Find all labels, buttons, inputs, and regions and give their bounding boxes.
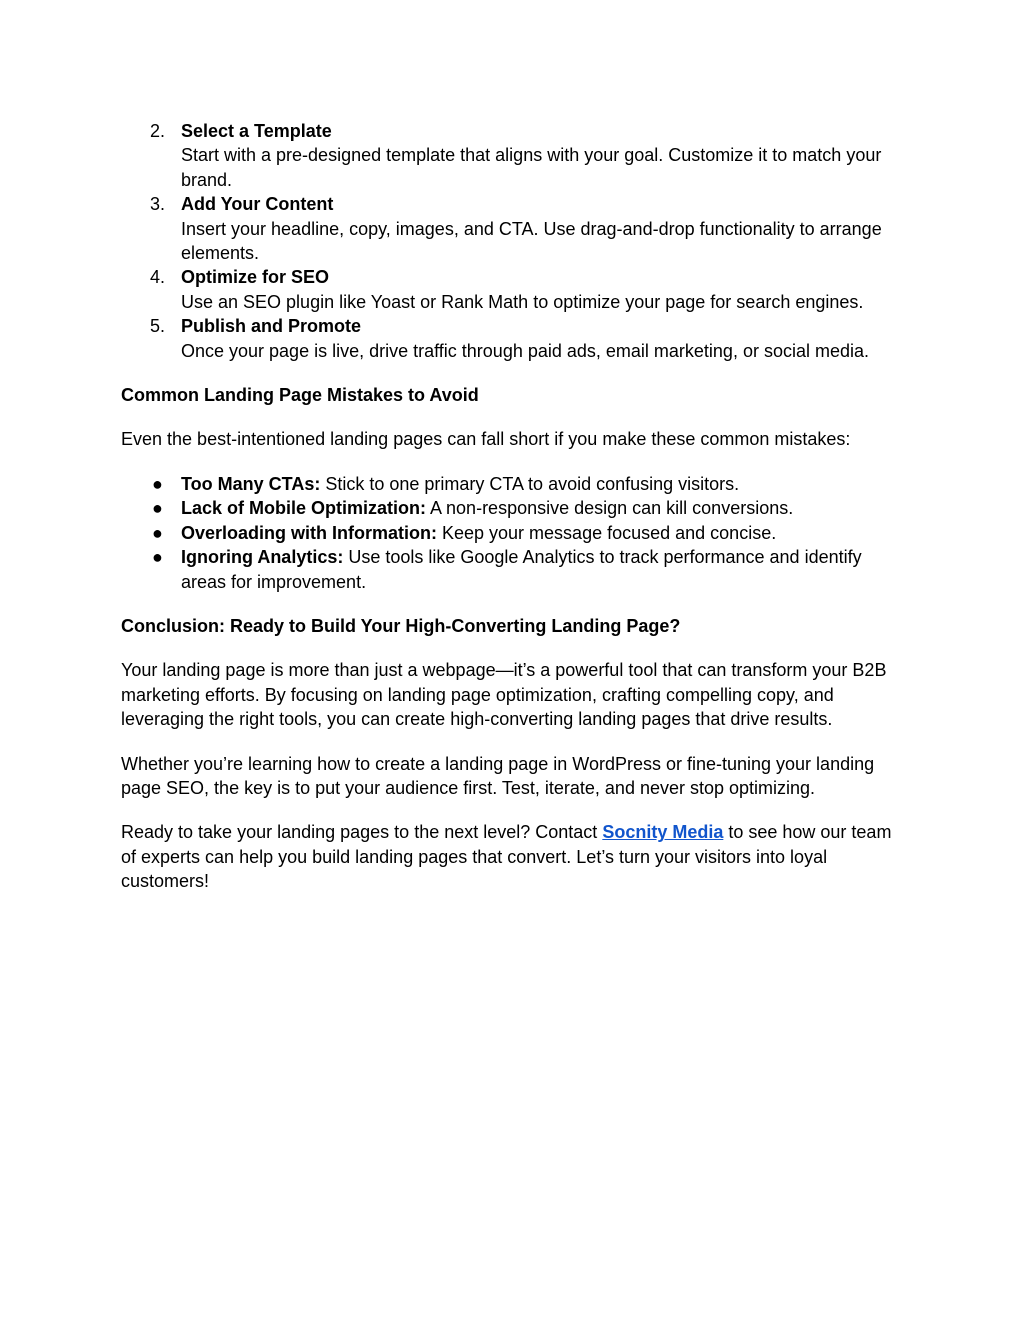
step-description: Use an SEO plugin like Yoast or Rank Math to optimize your page for search engines. (181, 291, 864, 312)
bullet-lead: Ignoring Analytics: (181, 547, 344, 568)
bullet-text: Keep your message focused and concise. (437, 522, 777, 543)
list-number: 5. (150, 316, 166, 337)
paragraph-text: Ready to take your landing pages to the next level? Contact (121, 822, 603, 843)
steps-list (121, 119, 911, 363)
bullet-icon: ● (152, 522, 163, 543)
bullet-lead: Too Many CTAs: (181, 473, 321, 494)
conclusion-paragraph-1: Your landing page is more than just a webpage—it’s a powerful tool that can transform your B2B marketing efforts. By focusing on landing page optimization, crafting compelling copy, and leveraging the right tools, you can create high-converting landing pages that drive results. (121, 660, 887, 730)
bullet-icon: ● (152, 547, 163, 568)
mistakes-intro: Even the best-intentioned landing pages can fall short if you make these common mistakes: (121, 429, 851, 450)
list-item (121, 545, 911, 594)
conclusion-paragraph-2: Whether you’re learning how to create a landing page in WordPress or fine-tuning your landing page SEO, the key is to put your audience first. Test, iterate, and never stop optimizing. (121, 753, 875, 798)
list-item (121, 265, 911, 314)
list-number: 3. (150, 194, 166, 215)
list-number: 4. (150, 267, 166, 288)
step-title: Select a Template (181, 121, 332, 141)
bullet-lead: Overloading with Information: (181, 522, 437, 543)
step-title: Publish and Promote (181, 316, 362, 337)
step-description: Start with a pre-designed template that aligns with your goal. Customize it to match your brand. (181, 145, 882, 190)
list-item (121, 472, 911, 496)
list-item (121, 314, 911, 363)
list-number: 2. (150, 121, 166, 141)
list-item (121, 192, 911, 265)
document-content (121, 119, 911, 894)
bullet-icon: ● (152, 498, 163, 519)
conclusion-paragraph-3 (121, 820, 911, 893)
step-title: Add Your Content (181, 194, 334, 215)
paragraph-text: to see how our team of experts can help you build landing pages that convert. Let’s turn your visitors into loyal customers! (121, 822, 892, 892)
list-item (121, 496, 911, 520)
list-item (121, 521, 911, 545)
step-description: Once your page is live, drive traffic through paid ads, email marketing, or social media. (181, 340, 869, 361)
conclusion-heading: Conclusion: Ready to Build Your High-Converting Landing Page? (121, 615, 681, 636)
socnity-media-link[interactable]: Socnity Media (602, 822, 724, 843)
bullet-icon: ● (152, 473, 163, 494)
mistakes-heading: Common Landing Page Mistakes to Avoid (121, 385, 479, 406)
mistakes-list (121, 472, 911, 594)
step-title: Optimize for SEO (181, 267, 330, 288)
step-description: Insert your headline, copy, images, and CTA. Use drag-and-drop functionality to arrange elements. (181, 218, 882, 264)
bullet-lead: Lack of Mobile Optimization: (181, 498, 427, 519)
bullet-text: Use tools like Google Analytics to track performance and identify areas for improvement. (181, 547, 862, 592)
list-item (121, 119, 911, 192)
bullet-text: Stick to one primary CTA to avoid confusing visitors. (320, 473, 740, 494)
bullet-text: A non-responsive design can kill conversions. (426, 498, 794, 519)
